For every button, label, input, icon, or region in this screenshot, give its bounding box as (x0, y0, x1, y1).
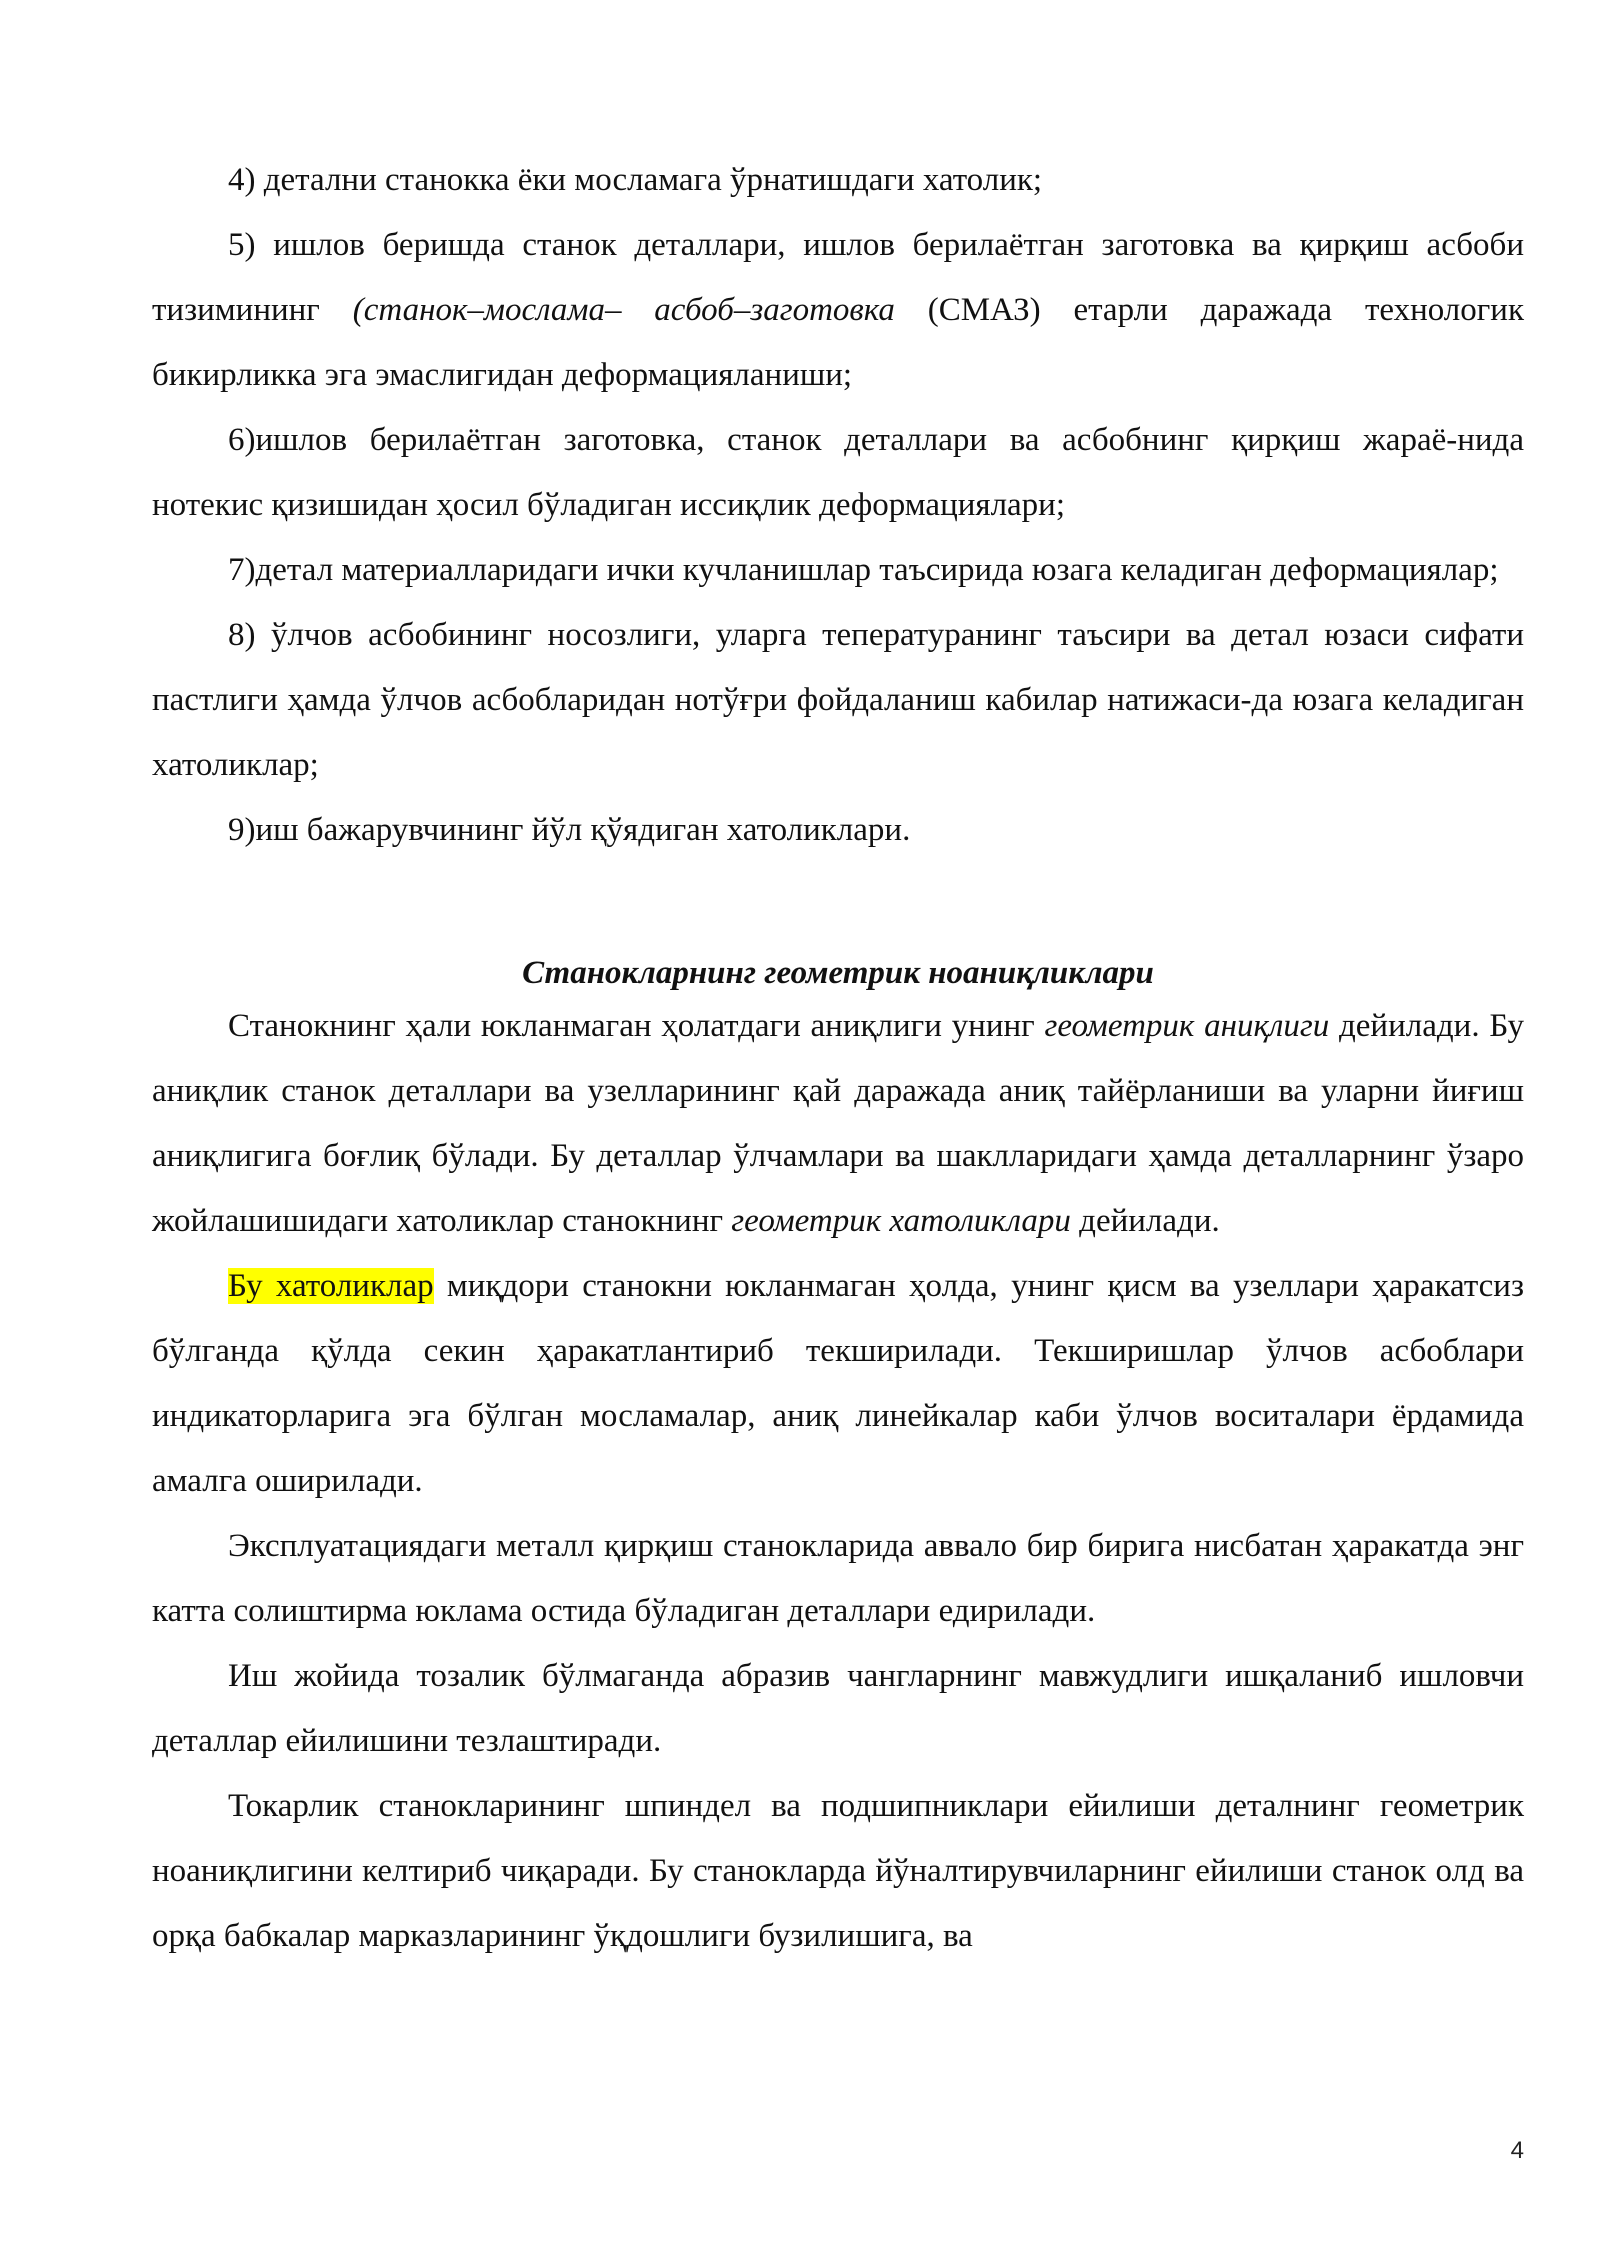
paragraph-2 (152, 1254, 1524, 1514)
paragraph-1-emphasis-1: геометрик аниқлиги (1044, 1008, 1330, 1044)
list-item-5-text-b: (СМАЗ) етарли даражада технологик бикирликка эга эмаслигидан деформацияланиши; (152, 292, 1524, 393)
paragraph-1 (152, 994, 1524, 1254)
page-number: 4 (1510, 2137, 1524, 2164)
list-item-7 (152, 538, 1524, 603)
list-item-5-emphasis: (станок–мослама– асбоб–заготовка (352, 292, 895, 328)
document-page (152, 148, 1524, 1969)
list-item-4 (152, 148, 1524, 213)
list-item-7-text: 7)детал материалларидаги ички кучланишлар таъсирида юзага келадиган деформациялар; (228, 552, 1499, 588)
paragraph-1-emphasis-2: геометрик хатоликлари (731, 1203, 1071, 1239)
list-item-4-text: 4) детални станокка ёки мосламага ўрнатишдаги хатолик; (228, 162, 1043, 198)
paragraph-2-text: миқдори станокни юкланмаган ҳолда, унинг қисм ва узеллари ҳаракатсиз бўлганда қўлда секин ҳаракатлантириб текширилади. Текширишлар ўлчов асбоблари индикаторларига эга бўлган мосламалар, аниқ линейкалар каби ўлчов воситалари ёрдамида амалга оширилади. (152, 1268, 1524, 1499)
list-item-8-text: 8) ўлчов асбобининг носозлиги, уларга тепературанинг таъсири ва детал юзаси сифати пастлиги ҳамда ўлчов асбобларидан нотўғри фойдаланиш кабилар натижаси-да юзага келадиган хатоликлар; (152, 617, 1524, 783)
list-item-8 (152, 603, 1524, 798)
list-item-9-text: 9)иш бажарувчининг йўл қўядиган хатоликлари. (228, 812, 911, 848)
list-item-6 (152, 408, 1524, 538)
highlighted-phrase: Бу хатоликлар (228, 1268, 434, 1304)
paragraph-4 (152, 1644, 1524, 1774)
paragraph-4-text: Иш жойида тозалик бўлмаганда абразив чангларнинг мавжудлиги ишқаланиб ишловчи деталлар ейилишини тезлаштиради. (152, 1658, 1524, 1759)
paragraph-1-text-c: дейилади. (1070, 1203, 1220, 1239)
list-item-6-text: 6)ишлов берилаётган заготовка, станок деталлари ва асбобнинг қирқиш жараё-нида нотекис қизишидан ҳосил бўладиган иссиқлик деформациялари; (152, 422, 1524, 523)
paragraph-1-text-b: дейилади. Бу аниқлик станок деталлари ва узелларининг қай даражада аниқ тайёрланиши ва уларни йиғиш аниқлигига боғлиқ бўлади. Бу деталлар ўлчамлари ва шаклларидаги ҳамда деталларнинг ўзаро жойлашишидаги хатоликлар станокнинг (152, 1008, 1524, 1239)
paragraph-3 (152, 1514, 1524, 1644)
list-item-5 (152, 213, 1524, 408)
paragraph-5 (152, 1774, 1524, 1969)
section-heading: Станокларнинг геометрик ноаниқликлари (522, 955, 1154, 991)
list-item-5-text-a: 5) ишлов беришда станок деталлари, ишлов берилаётган заготовка ва қирқиш асбоби тизимининг (152, 227, 1524, 328)
paragraph-3-text: Эксплуатациядаги металл қирқиш станокларида аввало бир бирига нисбатан ҳаракатда энг катта солиштирма юклама остида бўладиган деталлари едирилади. (152, 1528, 1524, 1629)
paragraph-5-text: Токарлик станокларининг шпиндел ва подшипниклари ейилиши деталнинг геометрик ноаниқлигини келтириб чиқаради. Бу станокларда йўналтирувчиларнинг ейилиши станок олд ва орқа бабкалар марказларининг ўқдошлиги бузилишига, ва (152, 1788, 1524, 1954)
paragraph-1-text-a: Станокнинг ҳали юкланмаган ҳолатдаги аниқлиги унинг (228, 1008, 1045, 1044)
list-item-9 (152, 798, 1524, 863)
